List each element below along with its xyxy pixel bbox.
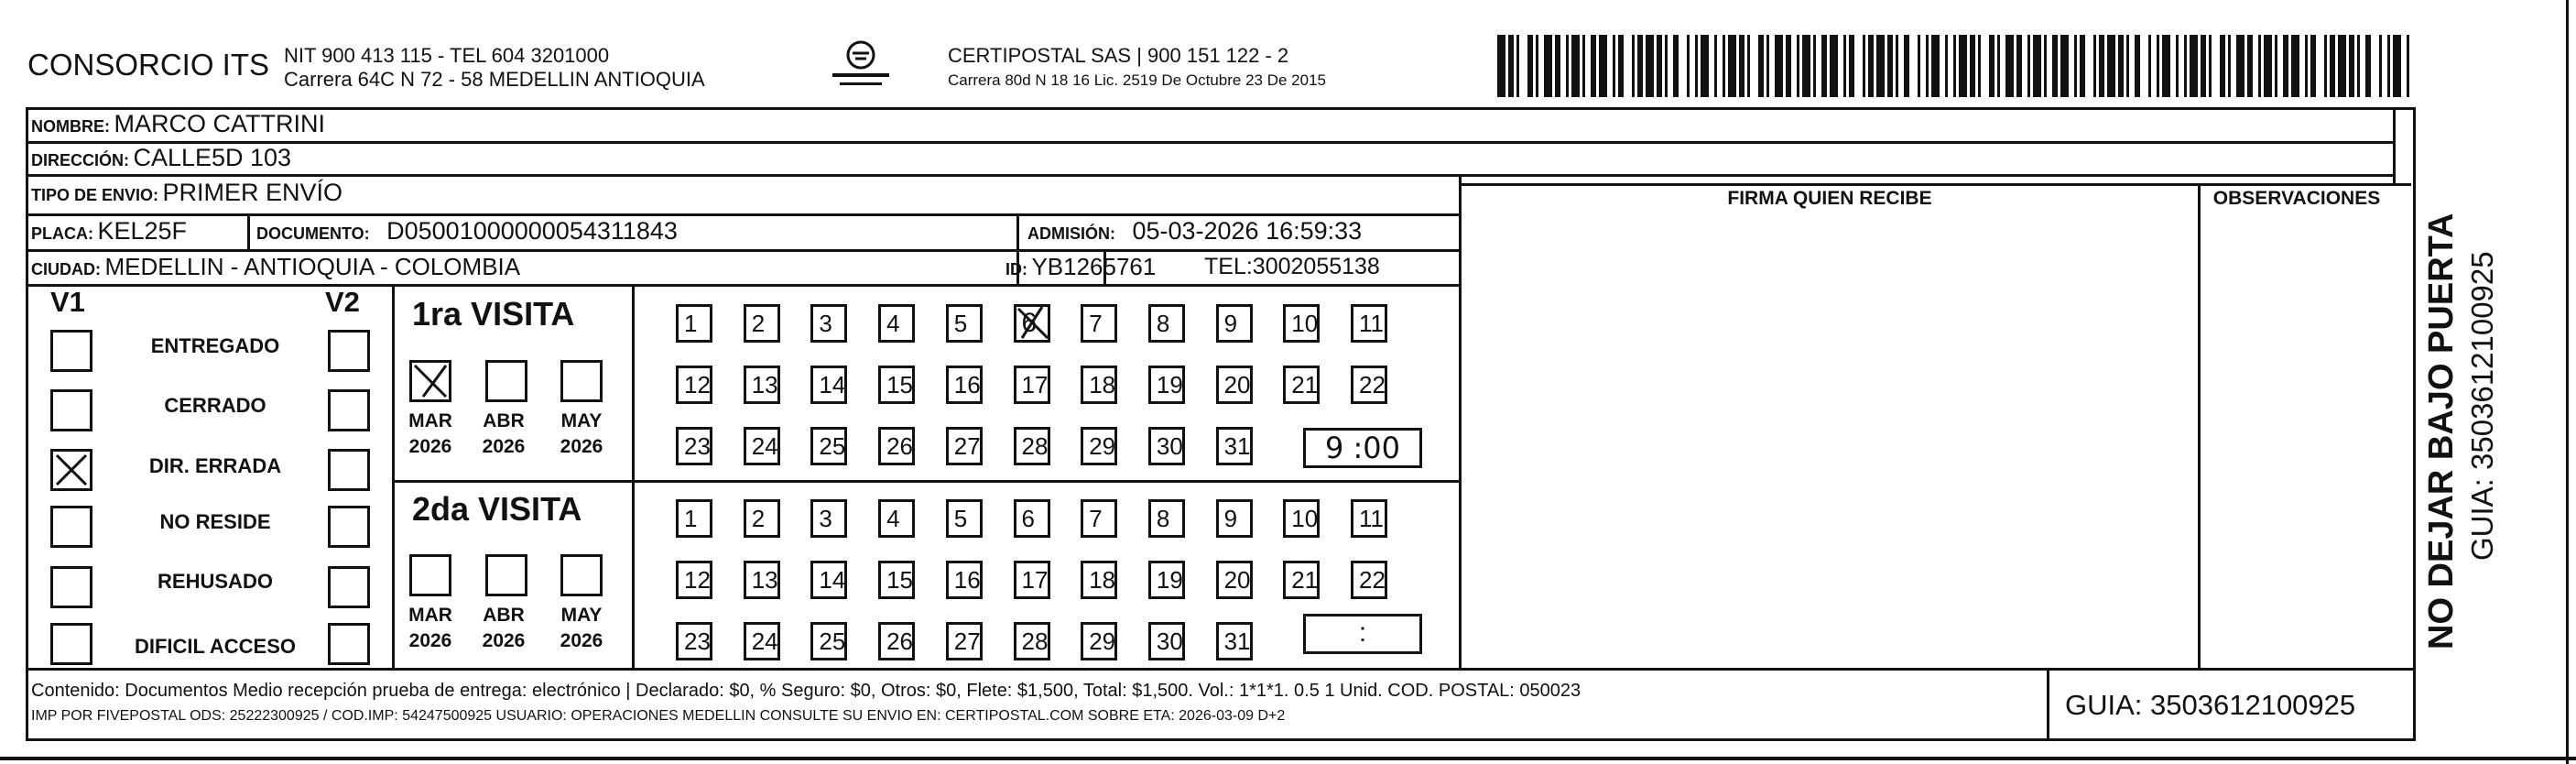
v1-entregado-checkbox[interactable] [50,330,92,372]
contenido-text: Contenido: Documentos Medio recepción prueba de entrega: electrónico | Declarado: $0, % Seguro: $0, Otros: $0, Flete: $1,500, Total: $1,500. Vol.: 1*1*1. 0.5 1 Unid. COD. POSTAL: 050023 [31,681,1581,701]
first-visit-day-14[interactable]: 14 [810,366,847,404]
second-month-may-label: MAY [560,605,603,626]
nombre-row [31,110,325,138]
second-visit-day-31[interactable]: 31 [1216,622,1253,660]
v1-no-reside-checkbox[interactable] [50,506,92,548]
second-visit-day-5[interactable]: 5 [946,499,983,538]
first-visit-day-17[interactable]: 17 [1014,366,1050,404]
v2-label: V2 [325,286,360,318]
id-label: ID: [1005,260,1027,278]
direccion-label: DIRECCIÓN: [31,151,129,169]
first-visit-day-7[interactable]: 7 [1081,304,1117,343]
first-visit-day-3[interactable]: 3 [810,304,847,343]
tel-row [1204,254,1380,280]
second-visit-day-24[interactable]: 24 [744,622,780,660]
barcode [1497,35,2413,97]
second-visit-day-30[interactable]: 30 [1148,622,1185,660]
signature-area[interactable] [1465,215,2189,662]
documento-row [256,217,678,246]
second-visit-title: 2da VISITA [412,490,582,528]
second-visit-time-field[interactable]: : [1303,614,1422,654]
second-visit-day-1[interactable]: 1 [676,499,712,538]
x-mark-icon [53,452,90,488]
company-address: Carrera 64C N 72 - 58 MEDELLIN ANTIOQUIA [284,68,705,91]
first-visit-month-mar-box[interactable] [409,360,451,402]
second-visit-day-21[interactable]: 21 [1283,561,1320,599]
admision-row [1027,217,1362,246]
second-year-abr-label: 2026 [482,630,526,651]
first-year-may-label: 2026 [560,436,603,457]
company-name: CONSORCIO ITS [27,48,270,82]
placa-value: KEL25F [97,217,188,245]
status-cerrado-label: CERRADO [164,394,266,417]
first-visit-day-20[interactable]: 20 [1216,366,1253,404]
second-visit-day-22[interactable]: 22 [1351,561,1387,599]
first-visit-day-1[interactable]: 1 [676,304,712,343]
first-visit-day-22[interactable]: 22 [1351,366,1387,404]
v2-dificil-acceso-checkbox[interactable] [328,623,370,665]
placa-row [31,217,187,246]
status-dificil-acceso-label: DIFICIL ACCESO [134,635,296,658]
first-visit-day-28[interactable]: 28 [1014,427,1050,465]
v1-dificil-acceso-checkbox[interactable] [50,623,92,665]
v1-label: V1 [50,286,85,318]
v2-cerrado-checkbox[interactable] [328,389,370,431]
id-value: YB1265761 [1031,253,1157,280]
second-visit-month-may-box[interactable] [560,554,603,596]
first-year-mar-label: 2026 [408,436,452,457]
v2-entregado-checkbox[interactable] [328,330,370,372]
x-mark-icon: 6 [1021,308,1038,338]
status-rehusado-label: REHUSADO [158,570,273,593]
first-visit-day-30[interactable]: 30 [1148,427,1185,465]
status-entregado-label: ENTREGADO [150,334,280,357]
first-visit-day-5[interactable]: 5 [946,304,983,343]
first-visit-day-10[interactable]: 10 [1283,304,1320,343]
first-visit-day-9[interactable]: 9 [1216,304,1253,343]
second-visit-day-14[interactable]: 14 [810,561,847,599]
observations-area[interactable] [2203,215,2390,662]
tipo-label: TIPO DE ENVIO: [31,186,159,204]
first-visit-month-abr-box[interactable] [485,360,527,402]
first-visit-day-25[interactable]: 25 [810,427,847,465]
side-guia: GUIA: 3503612100925 [2465,251,2499,561]
second-visit-day-12[interactable]: 12 [676,561,712,599]
first-visit-title: 1ra VISITA [412,295,575,333]
tipo-value: PRIMER ENVÍO [162,179,343,206]
first-visit-day-6[interactable] [1014,304,1050,343]
first-visit-day-12[interactable]: 12 [676,366,712,404]
nombre-value: MARCO CATTRINI [114,110,325,137]
first-visit-time-field[interactable]: 9 :00 [1303,428,1422,468]
admision-value: 05-03-2026 16:59:33 [1132,217,1363,245]
second-visit-day-7[interactable]: 7 [1081,499,1117,538]
second-visit-day-2[interactable]: 2 [744,499,780,538]
second-visit-day-19[interactable]: 19 [1148,561,1185,599]
firma-header: FIRMA QUIEN RECIBE [1727,188,1932,209]
first-visit-day-2[interactable]: 2 [744,304,780,343]
nombre-label: NOMBRE: [31,117,110,136]
second-visit-day-25[interactable]: 25 [810,622,847,660]
footer-guia: GUIA: 3503612100925 [2065,689,2356,721]
second-visit-day-26[interactable]: 26 [878,622,915,660]
second-month-mar-label: MAR [408,605,452,626]
id-row [1005,253,1156,281]
second-visit-month-abr-box[interactable] [485,554,527,596]
first-visit-day-13[interactable]: 13 [744,366,780,404]
second-visit-day-10[interactable]: 10 [1283,499,1320,538]
second-visit-day-28[interactable]: 28 [1014,622,1050,660]
status-dir-errada-label: DIR. ERRADA [148,454,282,477]
first-visit-day-19[interactable]: 19 [1148,366,1185,404]
observaciones-header: OBSERVACIONES [2212,188,2381,209]
second-visit-day-9[interactable]: 9 [1216,499,1253,538]
direccion-value: CALLE5D 103 [133,144,292,171]
company-nit: NIT 900 413 115 - TEL 604 3201000 [284,44,610,67]
documento-value: D05001000000054311843 [386,217,678,245]
side-warning: NO DEJAR BAJO PUERTA [2422,213,2461,649]
first-year-abr-label: 2026 [482,436,526,457]
first-visit-month-may-box[interactable] [560,360,603,402]
second-visit-day-20[interactable]: 20 [1216,561,1253,599]
first-visit-day-24[interactable]: 24 [744,427,780,465]
placa-label: PLACA: [31,224,93,243]
tel-value: 3002055138 [1252,254,1380,279]
second-visit-day-17[interactable]: 17 [1014,561,1050,599]
ciudad-label: CIUDAD: [31,260,101,278]
second-visit-day-15[interactable]: 15 [878,561,915,599]
first-month-may-label: MAY [560,410,603,431]
second-visit-day-4[interactable]: 4 [878,499,915,538]
first-visit-day-16[interactable]: 16 [946,366,983,404]
carrier-line: CERTIPOSTAL SAS | 900 151 122 - 2 [948,44,1289,67]
first-visit-day-21[interactable]: 21 [1283,366,1320,404]
second-visit-day-18[interactable]: 18 [1081,561,1117,599]
second-year-mar-label: 2026 [408,630,452,651]
direccion-row [31,144,291,172]
second-visit-day-29[interactable]: 29 [1081,622,1117,660]
v2-no-reside-checkbox[interactable] [328,506,370,548]
certipostal-logo [829,37,893,93]
ciudad-value: MEDELLIN - ANTIOQUIA - COLOMBIA [104,253,521,280]
first-visit-day-26[interactable]: 26 [878,427,915,465]
second-year-may-label: 2026 [560,630,603,651]
imp-text: IMP POR FIVEPOSTAL ODS: 25222300925 / COD.IMP: 54247500925 USUARIO: OPERACIONES MEDELLIN CONSULTE SU ENVIO EN: CERTIPOSTAL.COM SOBRE ETA: 2026-03-09 D+2 [31,708,1286,724]
first-month-abr-label: ABR [483,410,525,431]
second-visit-month-mar-box[interactable] [409,554,451,596]
x-mark-icon [412,363,449,399]
first-visit-day-8[interactable]: 8 [1148,304,1185,343]
v1-rehusado-checkbox[interactable] [50,566,92,608]
admision-label: ADMISIÓN: [1027,224,1115,243]
tipo-row [31,179,342,207]
v1-cerrado-checkbox[interactable] [50,389,92,431]
second-visit-day-6[interactable]: 6 [1014,499,1050,538]
second-visit-day-8[interactable]: 8 [1148,499,1185,538]
tel-label: TEL: [1204,254,1253,279]
first-visit-day-15[interactable]: 15 [878,366,915,404]
v1-dir-errada-checkbox[interactable] [50,449,92,491]
first-visit-day-18[interactable]: 18 [1081,366,1117,404]
second-month-abr-label: ABR [483,605,525,626]
first-visit-day-29[interactable]: 29 [1081,427,1117,465]
carrier-address: Carrera 80d N 18 16 Lic. 2519 De Octubre 23 De 2015 [948,71,1326,89]
first-visit-day-27[interactable]: 27 [946,427,983,465]
second-visit-day-3[interactable]: 3 [810,499,847,538]
second-visit-day-27[interactable]: 27 [946,622,983,660]
documento-label: DOCUMENTO: [256,224,370,243]
v2-rehusado-checkbox[interactable] [328,566,370,608]
first-visit-day-11[interactable]: 11 [1351,304,1387,343]
second-visit-day-16[interactable]: 16 [946,561,983,599]
first-visit-day-4[interactable]: 4 [878,304,915,343]
ciudad-row [31,253,520,281]
second-visit-day-13[interactable]: 13 [744,561,780,599]
first-month-mar-label: MAR [408,410,452,431]
second-visit-day-11[interactable]: 11 [1351,499,1387,538]
first-visit-day-31[interactable]: 31 [1216,427,1253,465]
second-visit-day-23[interactable]: 23 [676,622,712,660]
status-no-reside-label: NO RESIDE [159,510,271,533]
first-visit-day-23[interactable]: 23 [676,427,712,465]
v2-dir-errada-checkbox[interactable] [328,449,370,491]
